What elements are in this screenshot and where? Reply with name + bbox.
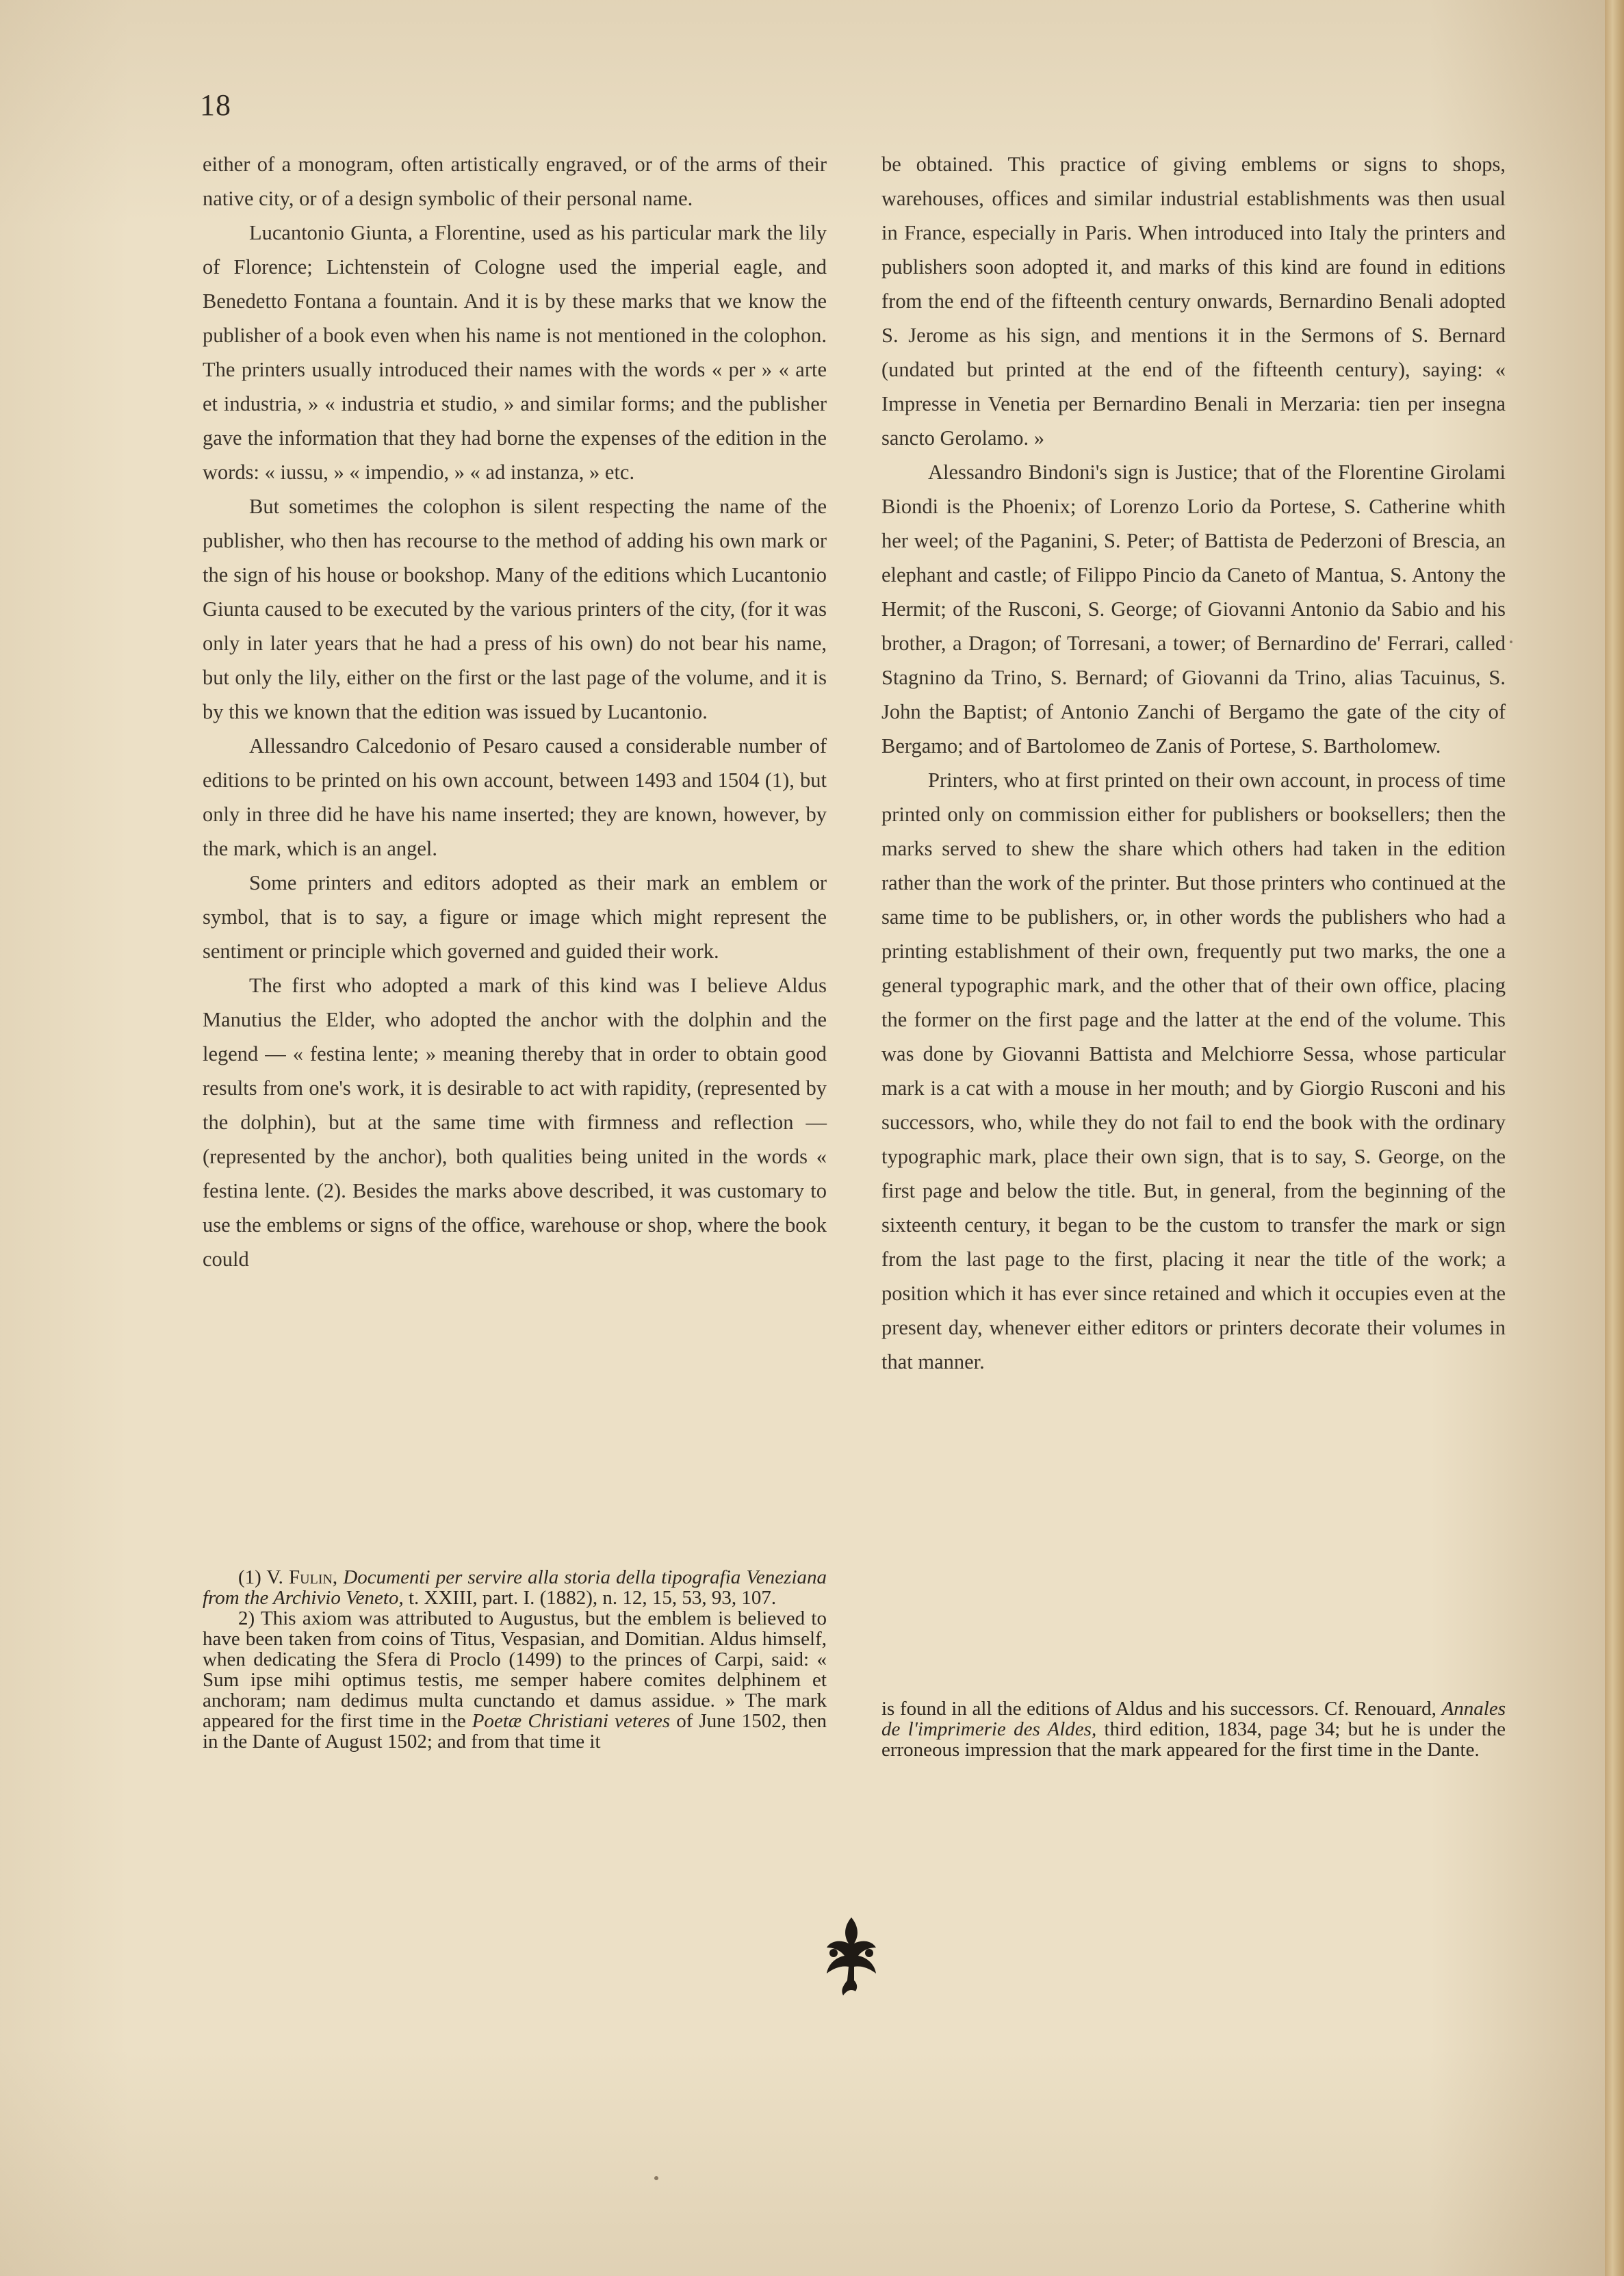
paragraph: be obtained. This practice of giving emblems or signs to shops, warehouses, offices and similar industrial establishments was then usual in France, especially in Paris. When introduced into Italy the printers and publishers soon adopted it, and marks of this kind are found in editions from the end of the fifteenth century onwards, Bernardino Benali adopted S. Jerome as his sign, and mentions it in the Sermons of S. Bernard (undated but printed at the end of the fifteenth century), saying: « Impresse in Venetia per Bernardino Benali in Merzaria: tien per insegna sancto Gerolamo. » bbox=[881, 153, 1506, 450]
paragraph: But sometimes the colophon is silent respecting the name of the publisher, who then has recourse to the method of adding his own mark or the sign of his house or bookshop. Many of the editions which Lucantonio Giunta caused to be executed by the various printers of the city, (for it was only in later years that he had a press of his own) do not bear his name, but only the lily, either on the first or the last page of the volume, and it is by this we known that the edition was issued by Lucantonio. bbox=[203, 495, 827, 723]
footnote-2: 2) This axiom was attributed to Augustus, but the emblem is believed to have been taken from coins of Titus, Vespasian, and Domitian. Aldus himself, when dedicating the Sfera di Proclo (1499) to the princes of Carpi, said: « Sum ipse mihi optimus testis, me semper habere comites delphinem et anchoram; nam dedimus multa cunctando et damus assidue. » The mark appeared for the first time in the Poetæ Christiani veteres of June 1502, then in the Dante of August 1502; and from that time it bbox=[203, 1607, 827, 1753]
paragraph: Alessandro Bindoni's sign is Justice; that of the Florentine Girolami Biondi is the Phoenix; of Lorenzo Lorio da Portese, S. Catherine whith her weel; of the Paganini, S. Peter; of Battista de Pederzoni of Brescia, an elephant and castle; of Filippo Pincio da Caneto of Mantua, S. Antony the Hermit; of the Rusconi, S. George; of Giovanni Antonio da Sabio and his brother, a Dragon; of Torresani, a tower; of Bernardino de' Ferrari, called Stagnino da Trino, S. Bernard; of Giovanni da Trino, alias Tacuinus, S. John the Baptist; of Antonio Zanchi of Bergamo the gate of the city of Bergamo; and of Bartolomeo de Zanis of Portese, S. Bartholomew. bbox=[881, 461, 1506, 758]
fleuron-icon bbox=[813, 1915, 890, 2000]
page-number: 18 bbox=[200, 88, 231, 122]
paragraph: Some printers and editors adopted as their mark an emblem or symbol, that is to say, a figure or image which might represent the sentiment or principle which governed and guided their work. bbox=[203, 871, 827, 963]
paragraph: either of a monogram, often artistically engraved, or of the arms of their native city, or of a design symbolic of their personal name. bbox=[203, 153, 827, 210]
paper-speck bbox=[1510, 641, 1512, 643]
footnote-title: Annales de l'imprimerie des Aldes, bbox=[881, 1698, 1506, 1740]
footnote-title: Documenti per servire alla storia della tipografia Veneziana from the Archivio Veneto, bbox=[203, 1566, 827, 1609]
paragraph: Printers, who at first printed on their own account, in process of time printed only on commission either for publishers or booksellers; then the marks served to shew the share which others had taken in the edition rather than the work of the printer. But those printers who continued at the same time to be publishers, or, in other words the publishers who had a printing establishment of their own, frequently put two marks, the one a general typographic mark, and the other that of their own office, placing the former on the first page and the latter at the end of the volume. This was done by Giovanni Battista and Melchiorre Sessa, whose particular mark is a cat with a mouse in her mouth; and by Giorgio Rusconi and his successors, who, while they do not fail to end the book with the ordinary typographic mark, place their own sign, that is to say, S. George, on the first page and below the title. But, in general, from the beginning of the sixteenth century, it began to be the custom to transfer the mark or sign from the last page to the first, placing it near the title of the work; a position which it has ever since retained and which it occupies even at the present day, whenever either editors or printers decorate their volumes in that manner. bbox=[881, 768, 1506, 1373]
right-column bbox=[881, 147, 1506, 1379]
paragraph: Lucantonio Giunta, a Florentine, used as his particular mark the lily of Florence; Lichtenstein of Cologne used the imperial eagle, and Benedetto Fontana a fountain. And it is by these marks that we know the publisher of a book even when his name is not mentioned in the colophon. The printers usually introduced their names with the words « per » « arte et industria, » « industria et studio, » and similar forms; and the publisher gave the information that they had borne the expenses of the edition in the words: « iussu, » « impendio, » « ad instanza, » etc. bbox=[203, 221, 827, 484]
footnote-continuation: is found in all the editions of Aldus and his successors. Cf. Renouard, Annales de l'imprimerie des Aldes, third edition, 1834, page 34; but he is under the erroneous impression that the mark appeared for the first time in the Dante. bbox=[881, 1698, 1506, 1761]
footnote-author: Fulin, bbox=[289, 1566, 338, 1588]
page-edge bbox=[1605, 0, 1624, 2276]
paragraph: Allessandro Calcedonio of Pesaro caused a considerable number of editions to be printed on his own account, between 1493 and 1504 (1), but only in three did he have his name inserted; they are known, however, by the mark, which is an angel. bbox=[203, 734, 827, 860]
paper-speck bbox=[654, 2176, 658, 2180]
footnote-1: (1) V. Fulin, Documenti per servire alla storia della tipografia Veneziana from the Archivio Veneto, t. XXIII, part. I. (1882), n. 12, 15, 53, 93, 107. bbox=[203, 1566, 827, 1609]
left-column bbox=[203, 147, 827, 1276]
footnotes-left bbox=[203, 1567, 827, 1752]
paragraph: The first who adopted a mark of this kind was I believe Aldus Manutius the Elder, who adopted the anchor with the dolphin and the legend — « festina lente; » meaning thereby that in order to obtain good results from one's work, it is desirable to act with rapidity, (represented by the dolphin), but at the same time with firmness and reflection — (represented by the anchor), both qualities being united in the words « festina lente. (2). Besides the marks above described, it was customary to use the emblems or signs of the office, warehouse or shop, where the book could bbox=[203, 974, 827, 1271]
footnote-title: Poetæ Christiani veteres bbox=[472, 1710, 671, 1732]
